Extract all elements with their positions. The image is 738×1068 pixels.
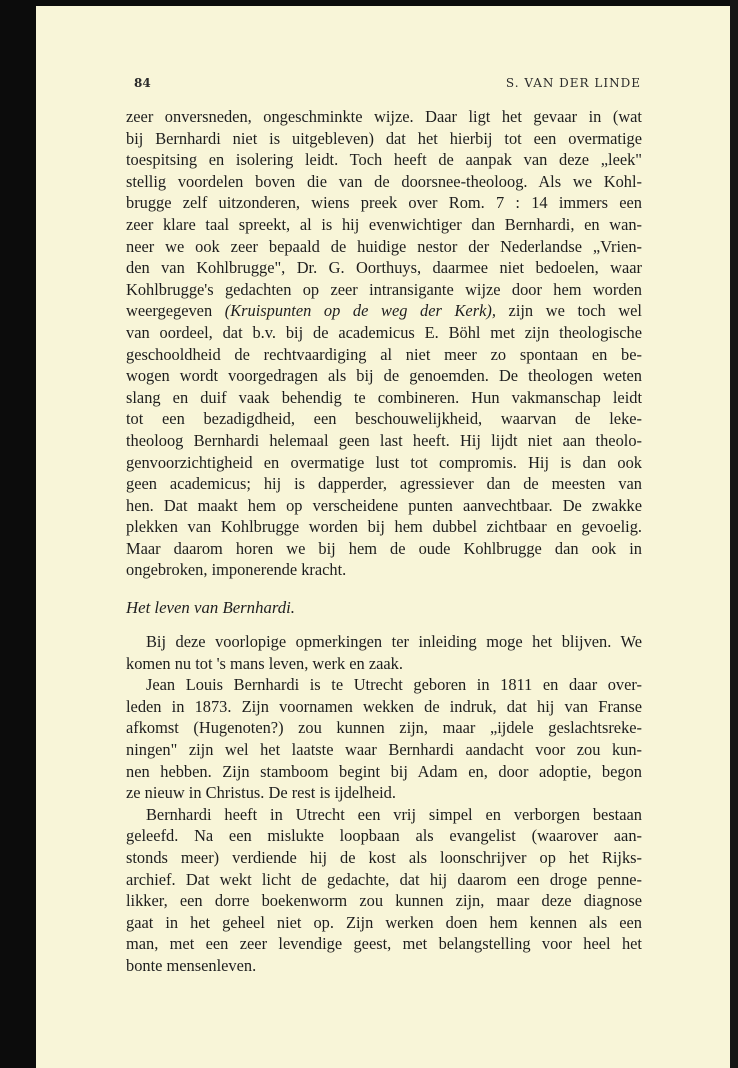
text-line: zeer klare taal spreekt, al is hij evenwichtiger dan Bernhardi, en wan- [126,214,642,234]
text-line: bonte mensenleven. [126,955,257,975]
text-line: ningen" zijn wel het laatste waar Bernhardi aandacht voor zou kun- [126,739,642,759]
text-line: brugge zelf uitzonderen, wiens preek over Rom. 7 : 14 immers een [126,193,642,213]
text-line: nen hebben. Zijn stamboom begint bij Adam en, door adoptie, begon [126,761,642,781]
paragraph-1 [126,106,642,581]
text-line: plekken van Kohlbrugge worden bij hem dubbel zichtbaar en gevoelig. [126,517,642,537]
text-line: stonds meer) verdiende hij de kost als loonschrijver op het Rijks- [126,847,642,867]
text-line: Bij deze voorlopige opmerkingen ter inleiding moge het blijven. We [146,632,642,651]
text-line: leden in 1873. Zijn voornamen wekken de indruk, dat hij van Franse [126,696,642,716]
text-fragment: weergegeven [126,301,213,321]
text-line: wogen wordt voorgedragen als bij de genoemden. De theologen weten [126,366,642,386]
text-line: ze nieuw in Christus. De rest is ijdelheid. [126,783,396,803]
text-line-with-title [126,300,642,322]
text-line: Kohlbrugge's gedachten op zeer intransigante wijze door hem worden [126,279,642,299]
text-line: geen academicus; hij is dapperder, agressiever dan de meesten van [126,474,642,494]
text-line: gaat in het geheel niet op. Zijn werken doen hem kennen als een [126,912,642,932]
text-line: neer we ook zeer bepaald de huidige nestor der Nederlandse „Vrien- [126,236,642,256]
text-line: ongebroken, imponerende kracht. [126,560,347,580]
scan-border-left [0,0,36,1068]
page-number: 84 [134,76,151,90]
text-line: den van Kohlbrugge", Dr. G. Oorthuys, daarmee niet bedoelen, waar [126,258,642,278]
text-line: Bernhardi heeft in Utrecht een vrij simpel en verborgen bestaan [146,804,642,824]
section-heading: Het leven van Bernhardi. [126,598,296,617]
running-head: S. VAN DER LINDE [505,76,641,90]
book-title: (Kruispunten op de weg der Kerk), [224,301,496,321]
text-line: slang en duif vaak behendig te combineren. Hun vakmanschap leidt [126,387,642,407]
text-line: van oordeel, dat b.v. bij de academicus E. Böhl met zijn theologische [126,322,642,342]
text-line: hen. Dat maakt hem op verscheidene punten aanvechtbaar. De zwakke [126,495,642,515]
text-line: man, met een zeer levendige geest, met belangstelling voor heel het [126,934,642,954]
text-line: likker, een dorre boekenworm zou kunnen zijn, maar deze diagnose [126,891,642,911]
text-line: archief. Dat wekt licht de gedachte, dat hij daarom een droge penne- [126,869,642,889]
text-line: geschooldheid de rechtvaardiging al niet meer zo spontaan en be- [126,344,642,364]
text-line: tot een bezadigdheid, een beschouwelijkheid, waarvan de leke- [126,409,642,429]
text-line: komen nu tot 's mans leven, werk en zaak. [126,653,403,673]
text-line: afkomst (Hugenoten?) zou kunnen zijn, maar „ijdele geslachtsreke- [126,718,642,738]
text-fragment: zijn we toch wel [508,301,642,321]
text-line: Jean Louis Bernhardi is te Utrecht geboren in 1811 en daar over- [146,675,642,695]
section-body [126,631,642,977]
text-line: genvoorzichtigheid en overmatige lust tot compromis. Hij is dan ook [126,452,642,472]
page-header [134,76,641,96]
text-line: toespitsing en isolering leidt. Toch heeft de aanpak van deze „leek" [126,150,642,170]
text-line: geleefd. Na een mislukte loopbaan als evangelist (waarover aan- [126,826,642,846]
text-line: bij Bernhardi niet is uitgebleven) dat het hierbij tot een overmatige [126,128,642,148]
text-line: zeer onversneden, ongeschminkte wijze. Daar ligt het gevaar in (wat [126,107,642,126]
text-line: Maar daarom horen we bij hem de oude Kohlbrugge dan ook in [126,538,642,558]
text-line: stellig voordelen boven die van de doorsnee-theoloog. Als we Kohl- [126,171,642,191]
text-line: theoloog Bernhardi helemaal geen last heeft. Hij lijdt niet aan theolo- [126,430,642,450]
scan-border-right [730,0,738,1068]
